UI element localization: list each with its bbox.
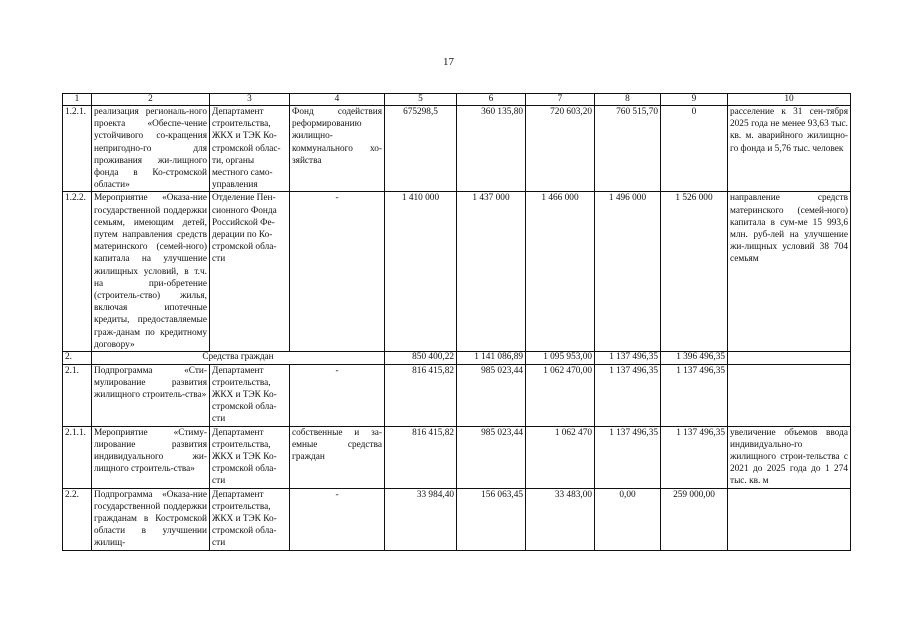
total-value-7: 1 095 953,00 <box>526 352 595 365</box>
row-value-9: 1 137 496,35 <box>661 364 728 426</box>
total-value-5: 850 400,22 <box>385 352 457 365</box>
row-value-7: 1 466 000 <box>526 192 595 352</box>
row-id: 2.2. <box>63 488 92 550</box>
total-row <box>63 352 851 365</box>
row-result <box>728 364 851 426</box>
row-value-8: 1 137 496,35 <box>595 364 661 426</box>
row-name: реализация региональ-ного проекта «Обеспе-чение устойчивого со-кращения непригодно-го для проживания жи-лищного фонда в Ко-стромской области» <box>92 106 210 192</box>
header-cell: 5 <box>385 94 457 106</box>
header-cell: 10 <box>728 94 851 106</box>
row-source: Фонд содействия реформированию жилищно-коммунального хо-зяйства <box>290 106 385 192</box>
row-value-5: 1 410 000 <box>385 192 457 352</box>
header-cell: 4 <box>290 94 385 106</box>
row-value-9: 0 <box>661 106 728 192</box>
row-value-6: 985 023,44 <box>457 364 526 426</box>
row-value-7: 720 603,20 <box>526 106 595 192</box>
row-value-9: 1 526 000 <box>661 192 728 352</box>
row-source: - <box>290 488 385 550</box>
row-result: расселение к 31 сен-тября 2025 года не менее 93,63 тыс. кв. м. аварийного жилищно-го фонда и 5,76 тыс. человек <box>728 106 851 192</box>
row-result <box>728 488 851 550</box>
row-value-8: 1 496 000 <box>595 192 661 352</box>
total-label: Средства граждан <box>92 352 385 365</box>
table-row <box>63 426 851 488</box>
row-value-6: 985 023,44 <box>457 426 526 488</box>
row-value-9: 259 000,00 <box>661 488 728 550</box>
table-row <box>63 488 851 550</box>
total-value-8: 1 137 496,35 <box>595 352 661 365</box>
row-executor: Департамент строительства, ЖКХ и ТЭК Ко-стромской обла-сти <box>210 426 290 488</box>
row-executor: Департамент строительства, ЖКХ и ТЭК Ко-стромской облас-ти, органы местного само-управления <box>210 106 290 192</box>
row-executor: Департамент строительства, ЖКХ и ТЭК Ко-стромской обла-сти <box>210 364 290 426</box>
row-id: 2.1. <box>63 364 92 426</box>
row-value-6: 1 437 000 <box>457 192 526 352</box>
row-value-5: 33 984,40 <box>385 488 457 550</box>
row-value-8: 0,00 <box>595 488 661 550</box>
header-cell: 6 <box>457 94 526 106</box>
row-id: 1.2.2. <box>63 192 92 352</box>
row-value-5: 675298,5 <box>385 106 457 192</box>
row-value-5: 816 415,82 <box>385 426 457 488</box>
row-name: Подпрограмма «Сти-мулирование развития жилищного строитель-ства» <box>92 364 210 426</box>
header-cell: 1 <box>63 94 92 106</box>
row-value-9: 1 137 496,35 <box>661 426 728 488</box>
row-name: Мероприятие «Стиму-лирование развития индивидуального жи-лищного строитель-ства» <box>92 426 210 488</box>
row-value-8: 1 137 496,35 <box>595 426 661 488</box>
page-number: 17 <box>443 56 454 68</box>
header-cell: 9 <box>661 94 728 106</box>
total-id: 2. <box>63 352 92 365</box>
row-value-5: 816 415,82 <box>385 364 457 426</box>
row-executor: Отделение Пен-сионного Фонда Российской Фе-дерации по Ко-стромской обла-сти <box>210 192 290 352</box>
row-value-7: 1 062 470,00 <box>526 364 595 426</box>
row-source: собственные и за-емные средства граждан <box>290 426 385 488</box>
header-cell: 8 <box>595 94 661 106</box>
total-result <box>728 352 851 365</box>
row-id: 1.2.1. <box>63 106 92 192</box>
row-executor: Департамент строительства, ЖКХ и ТЭК Ко-стромской обла-сти <box>210 488 290 550</box>
column-number-header <box>63 94 851 106</box>
table-row <box>63 192 851 352</box>
row-result: увеличение объемов ввода индивидуально-го жилищного строи-тельства с 2021 до 2025 года до 1 274 тыс. кв. м <box>728 426 851 488</box>
table-row <box>63 364 851 426</box>
header-cell: 3 <box>210 94 290 106</box>
row-source: - <box>290 364 385 426</box>
row-id: 2.1.1. <box>63 426 92 488</box>
row-value-7: 33 483,00 <box>526 488 595 550</box>
row-value-7: 1 062 470 <box>526 426 595 488</box>
row-value-6: 156 063,45 <box>457 488 526 550</box>
total-value-9: 1 396 496,35 <box>661 352 728 365</box>
program-table <box>62 93 851 551</box>
row-name: Подпрограмма «Оказа-ние государственной поддержки гражданам в Костромской области в улучшении жилищ- <box>92 488 210 550</box>
table-row <box>63 106 851 192</box>
row-name: Мероприятие «Оказа-ние государственной поддержки семьям, имеющим детей, путем направления средств материнского (семей-ного) капитала на улучшение жилищных условий, в т.ч. на при-обретение (строитель-ство) жилья, включая ипотечные кредиты, предоставляемые граж-данам по кредитному договору» <box>92 192 210 352</box>
header-cell: 7 <box>526 94 595 106</box>
row-value-8: 760 515,70 <box>595 106 661 192</box>
header-cell: 2 <box>92 94 210 106</box>
row-value-6: 360 135,80 <box>457 106 526 192</box>
row-source: - <box>290 192 385 352</box>
row-result: направление средств материнского (семей-ного) капитала в сум-ме 15 993,6 млн. руб-лей на улучшение жи-лищных условий 38 704 семьям <box>728 192 851 352</box>
total-value-6: 1 141 086,89 <box>457 352 526 365</box>
